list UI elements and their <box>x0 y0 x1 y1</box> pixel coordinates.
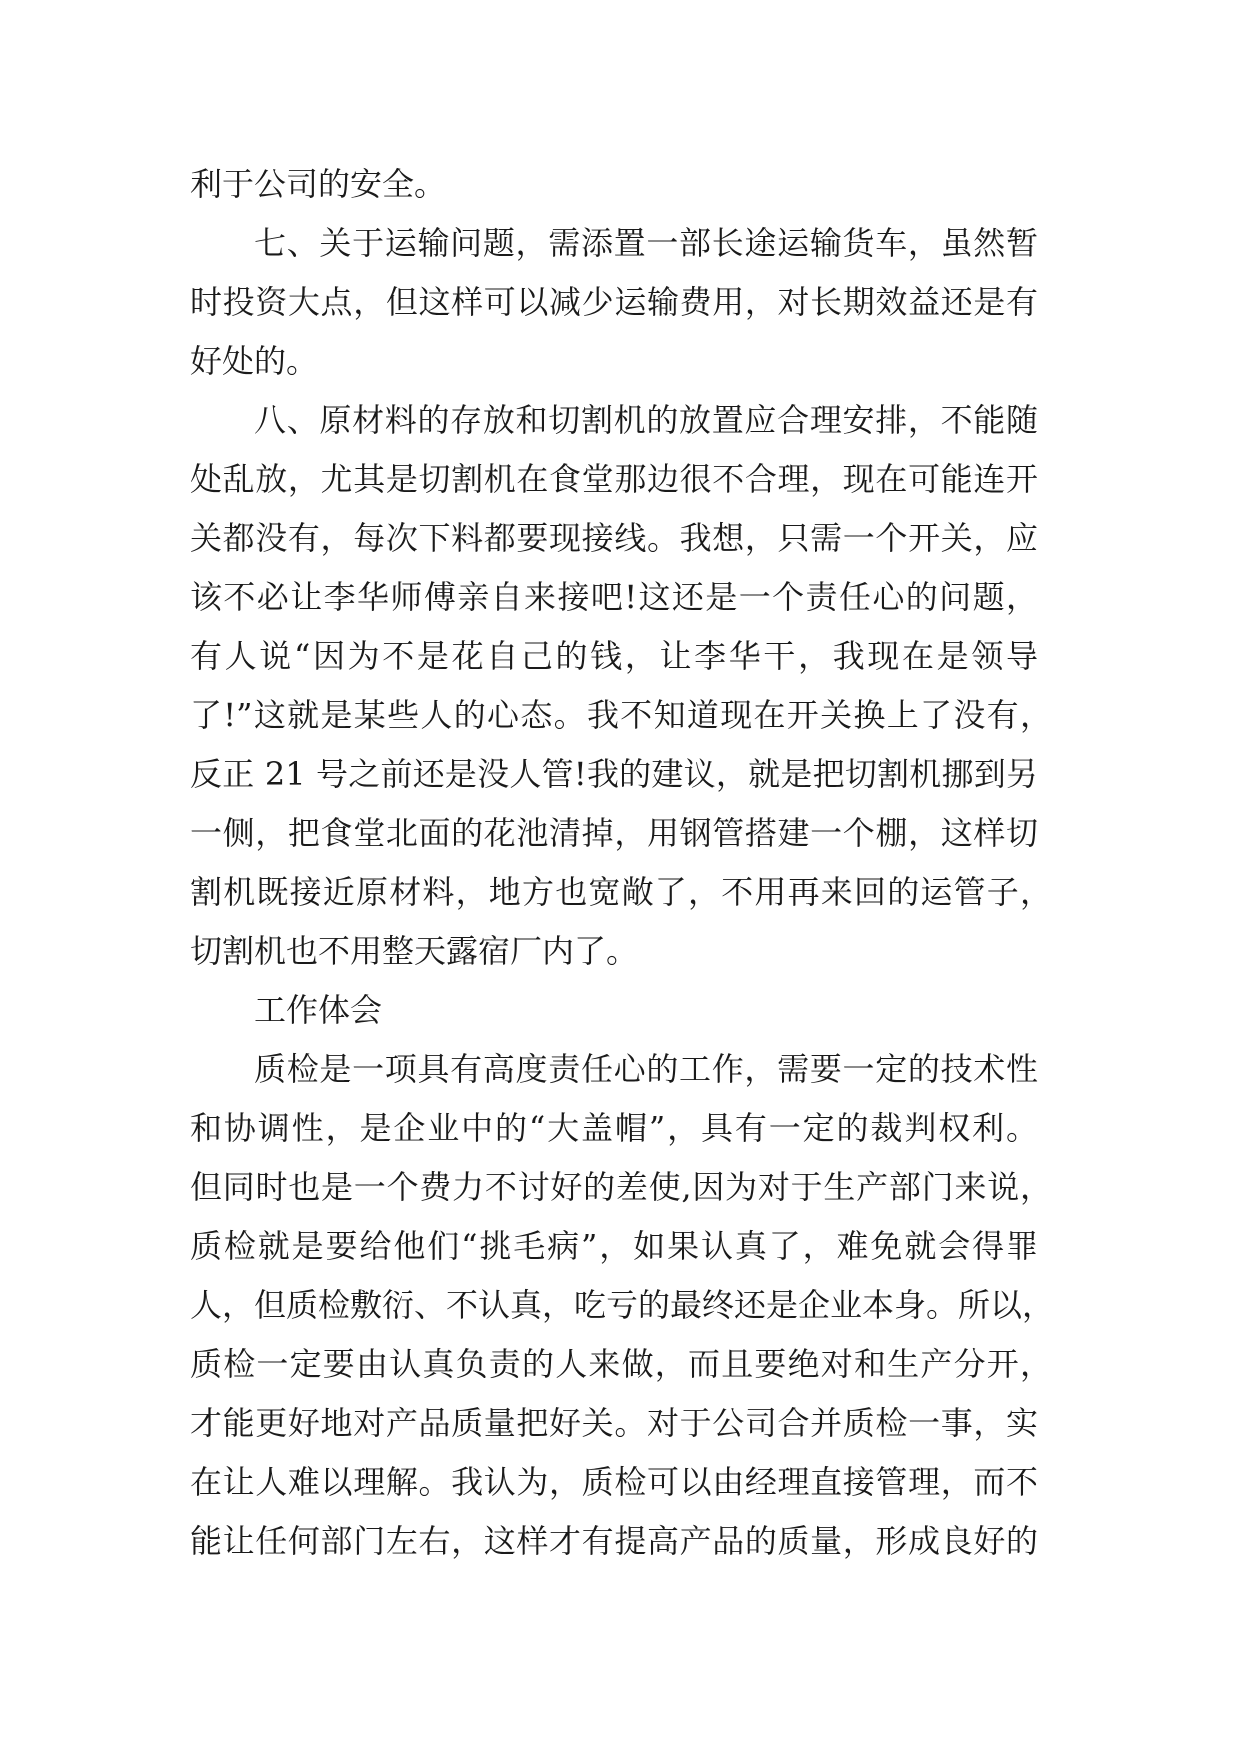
text-line: 好处的。 <box>190 342 319 380</box>
text-line: 反正 21 号之前还是没人管!我的建议，就是把切割机挪到另 <box>190 755 1038 793</box>
text-line: 才能更好地对产品质量把好关。对于公司合并质检一事，实 <box>190 1404 1038 1442</box>
text-line: 在让人难以理解。我认为，质检可以由经理直接管理，而不 <box>190 1463 1038 1501</box>
text-line: 质检就是要给他们“挑毛病”，如果认真了，难免就会得罪 <box>190 1227 1038 1265</box>
text-line: 利于公司的安全。 <box>190 165 447 203</box>
text-line: 质检一定要由认真负责的人来做，而且要绝对和生产分开， <box>190 1345 1052 1383</box>
text-line: 一侧，把食堂北面的花池清掉，用钢管搭建一个棚，这样切 <box>190 814 1038 852</box>
text-line: 但同时也是一个费力不讨好的差使,因为对于生产部门来说， <box>190 1168 1052 1206</box>
text-line: 切割机也不用整天露宿厂内了。 <box>190 932 639 970</box>
text-line: 该不必让李华师傅亲自来接吧!这还是一个责任心的问题， <box>190 578 1038 616</box>
text-line: 能让任何部门左右，这样才有提高产品的质量，形成良好的 <box>190 1522 1038 1560</box>
section-heading: 工作体会 <box>254 991 383 1029</box>
text-line: 和协调性，是企业中的“大盖帽”，具有一定的裁判权利。 <box>190 1109 1038 1147</box>
text-line: 有人说“因为不是花自己的钱，让李华干，我现在是领导 <box>190 637 1038 675</box>
text-line: 时投资大点，但这样可以减少运输费用，对长期效益还是有 <box>190 283 1038 321</box>
text-line: 七、关于运输问题，需添置一部长途运输货车，虽然暂 <box>254 224 1038 262</box>
text-line: 处乱放，尤其是切割机在食堂那边很不合理，现在可能连开 <box>190 460 1038 498</box>
text-line: 关都没有，每次下料都要现接线。我想，只需一个开关，应 <box>190 519 1038 557</box>
text-line: 人，但质检敷衍、不认真，吃亏的最终还是企业本身。所以， <box>190 1286 1055 1324</box>
text-line: 八、原材料的存放和切割机的放置应合理安排，不能随 <box>254 401 1038 439</box>
text-line: 割机既接近原材料，地方也宽敞了，不用再来回的运管子， <box>190 873 1052 911</box>
text-line: 质检是一项具有高度责任心的工作，需要一定的技术性 <box>254 1050 1038 1088</box>
text-line: 了!”这就是某些人的心态。我不知道现在开关换上了没有， <box>190 696 1052 734</box>
